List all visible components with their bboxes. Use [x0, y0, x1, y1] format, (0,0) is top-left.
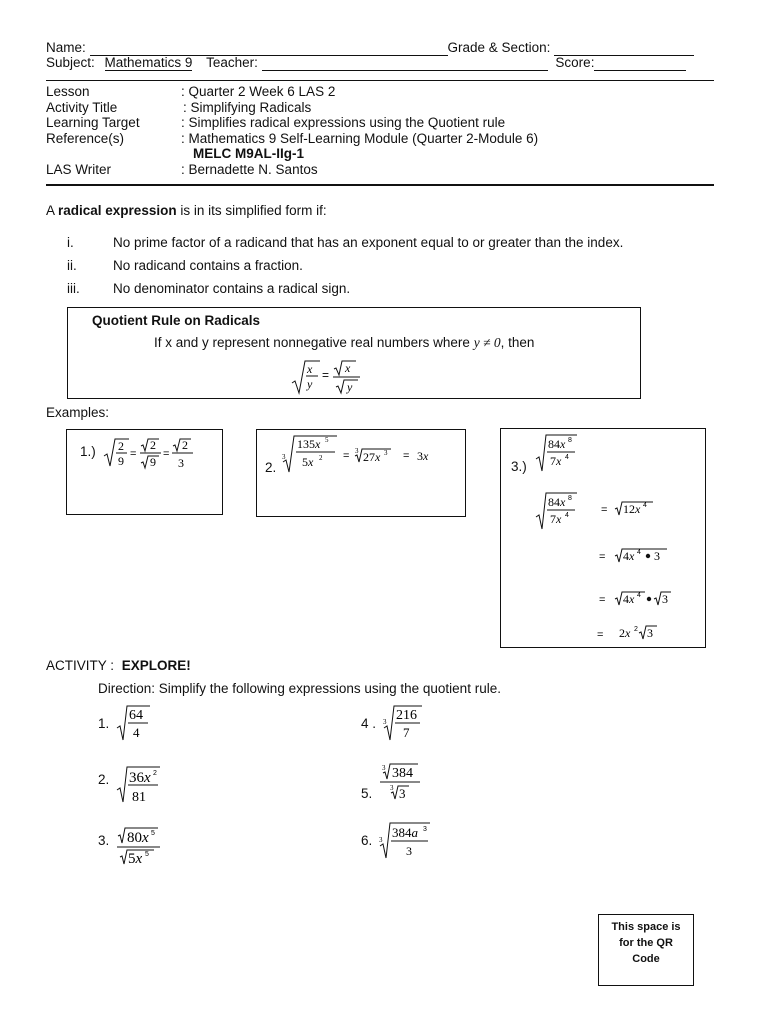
- problem-5-number: 5.: [361, 786, 373, 801]
- svg-text:=: =: [601, 504, 608, 516]
- rule-title: Quotient Rule on Radicals: [92, 313, 261, 328]
- example-3-number: 3.): [511, 459, 527, 474]
- problem-6-number: 6.: [361, 833, 373, 848]
- svg-text:7: 7: [403, 725, 410, 740]
- activity-direction: Direction: Simplify the following expressions using the quotient rule.: [98, 681, 501, 696]
- writer-label: LAS Writer: [46, 161, 112, 177]
- svg-text:3: 3: [399, 786, 406, 801]
- problem-5-math: [378, 760, 428, 802]
- intro-line: [46, 203, 327, 218]
- svg-text:=: =: [599, 594, 606, 606]
- svg-text:4: 4: [637, 592, 641, 599]
- svg-text:=: =: [163, 448, 170, 460]
- svg-text:4: 4: [133, 725, 140, 740]
- header-rule: [46, 80, 714, 81]
- qr-code-box: [598, 914, 694, 986]
- problem-4-math: [382, 704, 430, 744]
- info-values: [181, 84, 538, 177]
- svg-text:80x: 80x: [127, 830, 149, 846]
- svg-text:3: 3: [647, 626, 653, 640]
- qr-placeholder-text: This space is for the QR Code: [611, 921, 681, 965]
- problem-3-number: 3.: [98, 833, 110, 848]
- svg-text:3: 3: [662, 592, 668, 606]
- rule-formula: [290, 359, 370, 398]
- activity-heading: [46, 658, 191, 673]
- info-rule: [46, 184, 714, 186]
- svg-text:y: y: [347, 380, 353, 394]
- svg-text:x: x: [345, 361, 351, 375]
- svg-text:5x: 5x: [302, 455, 314, 469]
- activity-title: EXPLORE!: [121, 658, 191, 673]
- grade-label: Grade & Section:: [447, 40, 551, 55]
- svg-text:84x: 84x: [548, 437, 566, 451]
- name-blank[interactable]: [90, 40, 448, 56]
- examples-label: Examples:: [46, 405, 110, 420]
- subject-value: Mathematics 9: [104, 55, 193, 70]
- svg-text:64: 64: [129, 708, 143, 723]
- svg-text:5: 5: [151, 830, 155, 837]
- teacher-label: Teacher:: [206, 55, 258, 70]
- svg-text:2x: 2x: [619, 626, 631, 640]
- rule-text-before: If x and y represent nonnegative real numbers where: [154, 335, 470, 350]
- quotient-rule-box: [67, 307, 641, 399]
- svg-text:384a: 384a: [392, 825, 418, 840]
- problem-2-number: 2.: [98, 772, 110, 787]
- svg-text:3: 3: [178, 456, 184, 470]
- svg-text:135x: 135x: [297, 437, 321, 451]
- svg-text:3: 3: [382, 764, 386, 772]
- example-1-math: [103, 436, 199, 472]
- svg-text:3: 3: [390, 784, 394, 792]
- example-3-math: [535, 433, 705, 645]
- subject-label: Subject:: [46, 55, 95, 70]
- target-label: Learning Target: [46, 115, 140, 130]
- svg-text:=: =: [130, 448, 137, 460]
- svg-text:3: 3: [282, 453, 286, 461]
- problem-1-number: 1.: [98, 716, 110, 731]
- example-1-box: [66, 429, 223, 515]
- score-blank[interactable]: [594, 55, 686, 71]
- svg-text:2: 2: [182, 438, 188, 452]
- svg-text:2: 2: [118, 439, 124, 453]
- rule-condition: y ≠ 0: [473, 335, 501, 350]
- problem-6-math: [378, 820, 438, 862]
- problem-2-math: [116, 764, 176, 806]
- melc-code: MELC M9AL-IIg-1: [193, 146, 304, 161]
- svg-text:384: 384: [392, 766, 413, 781]
- svg-text:=: =: [343, 450, 350, 462]
- problem-1-math: [116, 704, 166, 742]
- svg-text:8: 8: [568, 437, 572, 444]
- svg-text:4: 4: [637, 549, 641, 556]
- rule-text-after: , then: [500, 335, 535, 350]
- grade-blank[interactable]: [554, 40, 694, 56]
- svg-text:3: 3: [423, 826, 427, 833]
- title-value: : Simplifying Radicals: [183, 99, 312, 115]
- lesson-value: : Quarter 2 Week 6 LAS 2: [181, 84, 336, 99]
- svg-text:y: y: [307, 377, 313, 391]
- svg-text:81: 81: [132, 790, 146, 805]
- example-2-number: 2.: [265, 460, 277, 475]
- svg-text:=: =: [322, 368, 330, 382]
- svg-text:4: 4: [565, 512, 569, 519]
- criteria-num-1: i.: [67, 235, 74, 250]
- activity-label: ACTIVITY :: [46, 658, 115, 673]
- svg-text:12x: 12x: [623, 502, 641, 516]
- info-labels: [46, 84, 140, 177]
- svg-text:=: =: [599, 551, 606, 563]
- svg-text:4x: 4x: [623, 592, 635, 606]
- criteria-num-3: iii.: [67, 281, 80, 296]
- name-label: Name:: [46, 40, 86, 55]
- subject-line: [46, 55, 686, 71]
- svg-text:216: 216: [396, 708, 417, 723]
- svg-text:4: 4: [643, 502, 647, 509]
- svg-text:4x: 4x: [623, 549, 635, 563]
- rule-text: [154, 335, 534, 351]
- svg-text:3: 3: [355, 447, 359, 455]
- svg-text:2: 2: [634, 626, 638, 633]
- svg-text:3: 3: [384, 449, 388, 457]
- svg-text:=: =: [403, 450, 410, 462]
- svg-text:2: 2: [150, 438, 156, 452]
- svg-text:4: 4: [565, 454, 569, 461]
- example-3-box: [500, 428, 706, 648]
- svg-text:2: 2: [319, 454, 323, 462]
- criteria-text-2: No radicand contains a fraction.: [113, 258, 303, 273]
- svg-text:3: 3: [654, 549, 660, 563]
- example-2-math: [281, 434, 465, 476]
- quotient-formula-svg: [290, 359, 370, 395]
- svg-text:27x: 27x: [363, 450, 381, 464]
- svg-text:2: 2: [153, 770, 157, 777]
- svg-text:9: 9: [150, 455, 156, 469]
- ref-value: : Mathematics 9 Self-Learning Module (Quarter 2-Module 6): [181, 130, 539, 146]
- svg-text:8: 8: [568, 495, 572, 502]
- svg-text:9: 9: [118, 454, 124, 468]
- example-1-number: 1.): [80, 444, 96, 459]
- problem-3-math: [116, 824, 176, 868]
- svg-text:36x: 36x: [129, 770, 151, 786]
- intro-prefix: A: [46, 203, 59, 218]
- svg-text:5: 5: [325, 436, 329, 444]
- name-line[interactable]: [46, 40, 694, 56]
- score-label: Score:: [555, 55, 595, 70]
- svg-text:3: 3: [383, 718, 387, 726]
- problem-4-number: 4 .: [361, 716, 377, 731]
- intro-bold: radical expression: [58, 203, 177, 218]
- svg-text:x: x: [307, 362, 313, 376]
- svg-text:7x: 7x: [550, 512, 562, 526]
- svg-text:5x: 5x: [128, 851, 143, 867]
- intro-suffix: is in its simplified form if:: [176, 203, 327, 218]
- title-label: Activity Title: [46, 99, 118, 115]
- svg-text:7x: 7x: [550, 454, 562, 468]
- criteria-text-3: No denominator contains a radical sign.: [113, 281, 351, 296]
- writer-value: : Bernadette N. Santos: [181, 161, 318, 177]
- criteria-text-1: No prime factor of a radicand that has an exponent equal to or greater than the index.: [113, 235, 624, 250]
- svg-text:5: 5: [145, 851, 149, 858]
- ref-label: Reference(s): [46, 130, 125, 146]
- lesson-label: Lesson: [46, 84, 90, 99]
- teacher-blank[interactable]: [262, 55, 548, 71]
- criteria-num-2: ii.: [67, 258, 77, 273]
- example-2-box: [256, 429, 466, 517]
- target-value: : Simplifies radical expressions using the Quotient rule: [181, 115, 506, 130]
- svg-text:3x: 3x: [417, 449, 429, 463]
- svg-text:84x: 84x: [548, 495, 566, 509]
- svg-text:3: 3: [406, 844, 412, 858]
- svg-text:=: =: [597, 629, 604, 641]
- svg-text:3: 3: [379, 836, 383, 844]
